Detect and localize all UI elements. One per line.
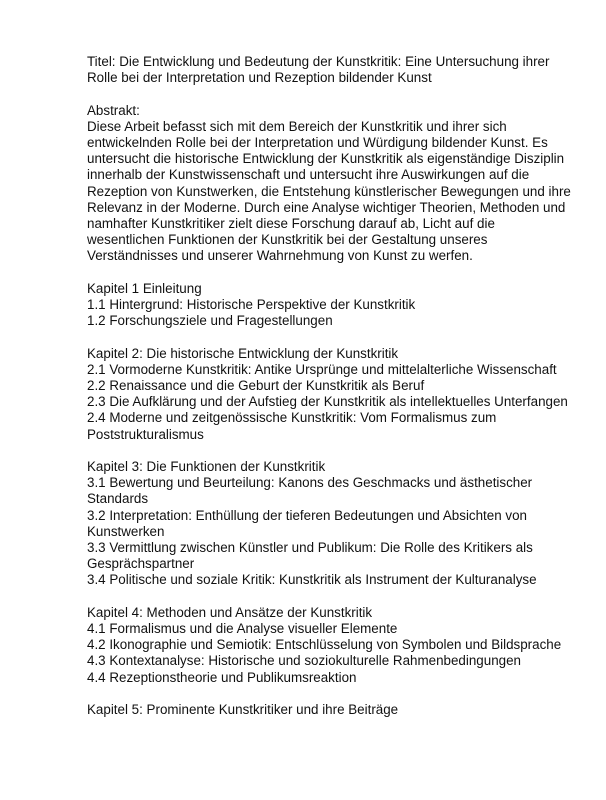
abstract-line: Relevanz in der Moderne. Durch eine Analyse wichtiger Theorien, Methoden und	[87, 199, 566, 215]
section-entry: 3.3 Vermittlung zwischen Künstler und Publikum: Die Rolle des Kritikers als	[87, 540, 533, 556]
chapter-heading: Kapitel 1 Einleitung	[87, 280, 202, 296]
section-entry: 1.2 Forschungsziele und Fragestellungen	[87, 313, 333, 329]
section-entry: 2.2 Renaissance und die Geburt der Kunstkritik als Beruf	[87, 378, 425, 394]
section-entry: 4.1 Formalismus und die Analyse visueller Elemente	[87, 621, 398, 637]
chapter-2-section	[87, 346, 577, 443]
section-entry: Standards	[87, 491, 149, 507]
section-entry: 2.3 Die Aufklärung und der Aufstieg der Kunstkritik als intellektuelles Unterfangen	[87, 394, 568, 410]
abstract-line: namhafter Kunstkritiker zielt diese Forschung darauf ab, Licht auf die	[87, 216, 495, 232]
document-title	[87, 54, 577, 86]
section-entry: 3.2 Interpretation: Enthüllung der tieferen Bedeutungen und Absichten von	[87, 507, 527, 523]
chapter-heading: Kapitel 3: Die Funktionen der Kunstkritik	[87, 459, 326, 475]
abstract-line: innerhalb der Kunstwissenschaft und untersucht ihre Auswirkungen auf die	[87, 167, 530, 183]
chapter-5-section	[87, 702, 577, 718]
abstract-line: Verständnisses und unserer Wahrnehmung von Kunst zu werfen.	[87, 248, 473, 264]
document-body	[87, 54, 577, 734]
section-entry: Kunstwerken	[87, 523, 165, 539]
title-line: Titel: Die Entwicklung und Bedeutung der Kunstkritik: Eine Untersuchung ihrer	[87, 54, 550, 69]
section-entry: Poststrukturalismus	[87, 426, 204, 442]
chapter-1-section	[87, 281, 577, 330]
section-entry: Gesprächspartner	[87, 556, 195, 572]
chapter-4-section	[87, 605, 577, 686]
section-entry: 2.4 Moderne und zeitgenössische Kunstkritik: Vom Formalismus zum	[87, 410, 497, 426]
abstract-section	[87, 103, 577, 265]
title-line: Rolle bei der Interpretation und Rezeption bildender Kunst	[87, 70, 432, 86]
section-entry: 4.4 Rezeptionstheorie und Publikumsreaktion	[87, 669, 357, 685]
section-entry: 4.3 Kontextanalyse: Historische und soziokulturelle Rahmenbedingungen	[87, 653, 521, 669]
chapter-3-section	[87, 459, 577, 589]
abstract-line: untersucht die historische Entwicklung der Kunstkritik als eigenständige Disziplin	[87, 151, 565, 167]
abstract-line: entwickelnden Rolle bei der Interpretation und Würdigung bildender Kunst. Es	[87, 135, 548, 150]
section-entry: 2.1 Vormoderne Kunstkritik: Antike Ursprünge und mittelalterliche Wissenschaft	[87, 361, 557, 377]
section-entry: 4.2 Ikonographie und Semiotik: Entschlüsselung von Symbolen und Bildsprache	[87, 637, 562, 653]
chapter-heading: Kapitel 2: Die historische Entwicklung der Kunstkritik	[87, 345, 399, 361]
chapter-heading: Kapitel 4: Methoden und Ansätze der Kunstkritik	[87, 604, 373, 620]
section-entry: 3.1 Bewertung und Beurteilung: Kanons des Geschmacks und ästhetischer	[87, 475, 533, 491]
abstract-line: Rezeption von Kunstwerken, die Entstehung künstlerischer Bewegungen und ihre	[87, 183, 571, 199]
abstract-line: wesentlichen Funktionen der Kunstkritik bei der Gestaltung unseres	[87, 232, 488, 248]
chapter-heading: Kapitel 5: Prominente Kunstkritiker und ihre Beiträge	[87, 702, 399, 718]
abstract-heading: Abstrakt:	[87, 102, 140, 118]
section-entry: 1.1 Hintergrund: Historische Perspektive der Kunstkritik	[87, 297, 416, 313]
section-entry: 3.4 Politische und soziale Kritik: Kunstkritik als Instrument der Kulturanalyse	[87, 572, 537, 588]
abstract-line: Diese Arbeit befasst sich mit dem Bereich der Kunstkritik und ihrer sich	[87, 118, 507, 134]
